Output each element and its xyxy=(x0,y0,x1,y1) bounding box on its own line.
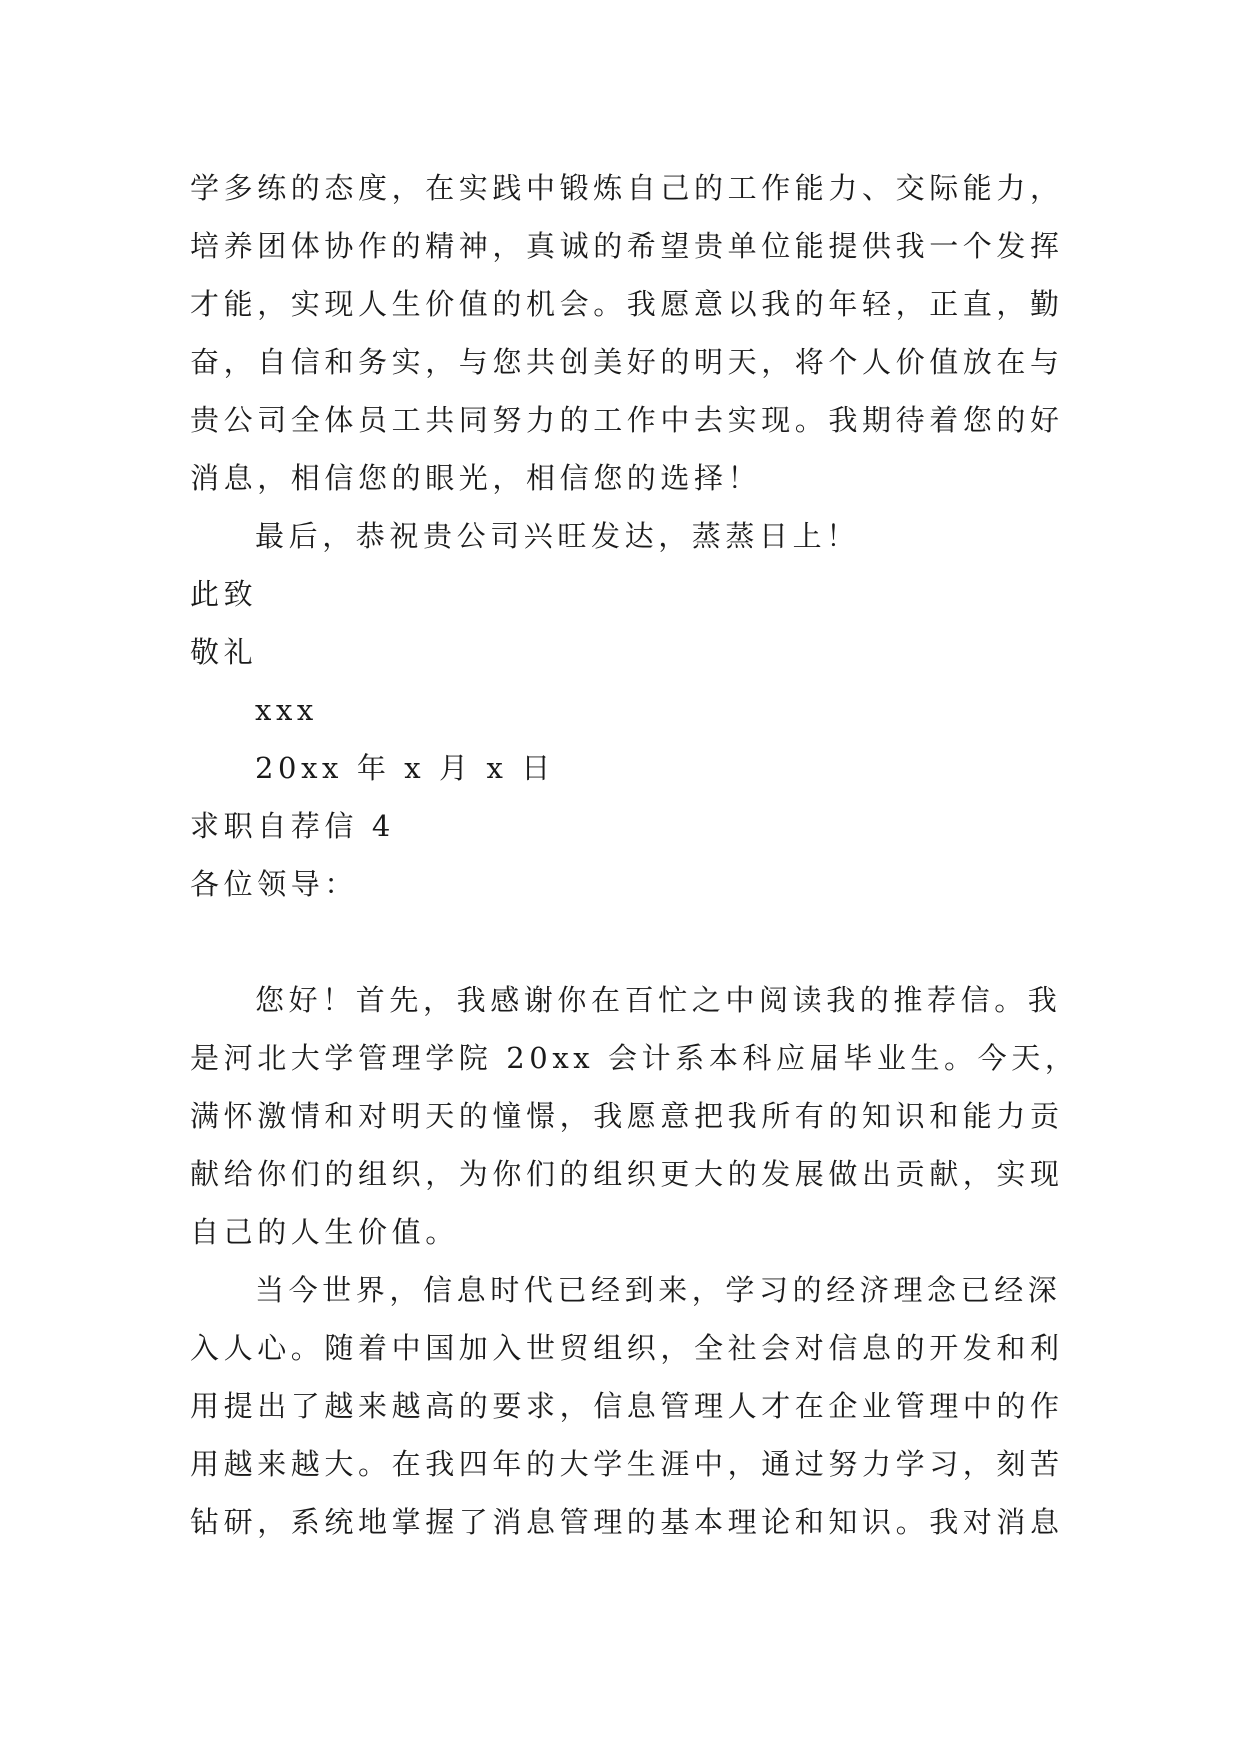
text-line: 钻研，系统地掌握了消息管理的基本理论和知识。我对消息 xyxy=(190,1505,1064,1539)
signature-name: xxx xyxy=(255,693,318,727)
text-line: 学多练的态度，在实践中锻炼自己的工作能力、交际能力， xyxy=(190,171,1064,205)
text-line: 满怀激情和对明天的憧憬，我愿意把我所有的知识和能力贡 xyxy=(190,1099,1064,1133)
closing-wishes: 最后，恭祝贵公司兴旺发达，蒸蒸日上！ xyxy=(255,519,860,553)
text-line: 您好！首先，我感谢你在百忙之中阅读我的推荐信。我 xyxy=(255,983,1062,1017)
text-line: 贵公司全体员工共同努力的工作中去实现。我期待着您的好 xyxy=(190,403,1064,437)
text-line: 培养团体协作的精神，真诚的希望贵单位能提供我一个发挥 xyxy=(190,229,1064,263)
text-line: 献给你们的组织，为你们的组织更大的发展做出贡献，实现 xyxy=(190,1157,1064,1191)
text-line: 用提出了越来越高的要求，信息管理人才在企业管理中的作 xyxy=(190,1389,1064,1423)
text-line: 奋，自信和务实，与您共创美好的明天，将个人价值放在与 xyxy=(190,345,1064,379)
text-line: 是河北大学管理学院 20xx 会计系本科应届毕业生。今天， xyxy=(190,1041,1079,1075)
signature-date: 20xx 年 x 月 x 日 xyxy=(255,751,555,785)
text-line: 入人心。随着中国加入世贸组织，全社会对信息的开发和利 xyxy=(190,1331,1064,1365)
letter-greeting: 各位领导： xyxy=(190,867,359,901)
text-line: 用越来越大。在我四年的大学生涯中，通过努力学习，刻苦 xyxy=(190,1447,1064,1481)
section-heading: 求职自荐信 4 xyxy=(190,809,395,843)
text-line: 当今世界，信息时代已经到来，学习的经济理念已经深 xyxy=(255,1273,1062,1307)
salutation-jingli: 敬礼 xyxy=(190,635,258,669)
text-line: 自己的人生价值。 xyxy=(190,1215,459,1249)
text-line: 消息，相信您的眼光，相信您的选择！ xyxy=(190,461,762,495)
salutation-cizhi: 此致 xyxy=(190,577,258,611)
text-line: 才能，实现人生价值的机会。我愿意以我的年轻，正直，勤 xyxy=(190,287,1064,321)
